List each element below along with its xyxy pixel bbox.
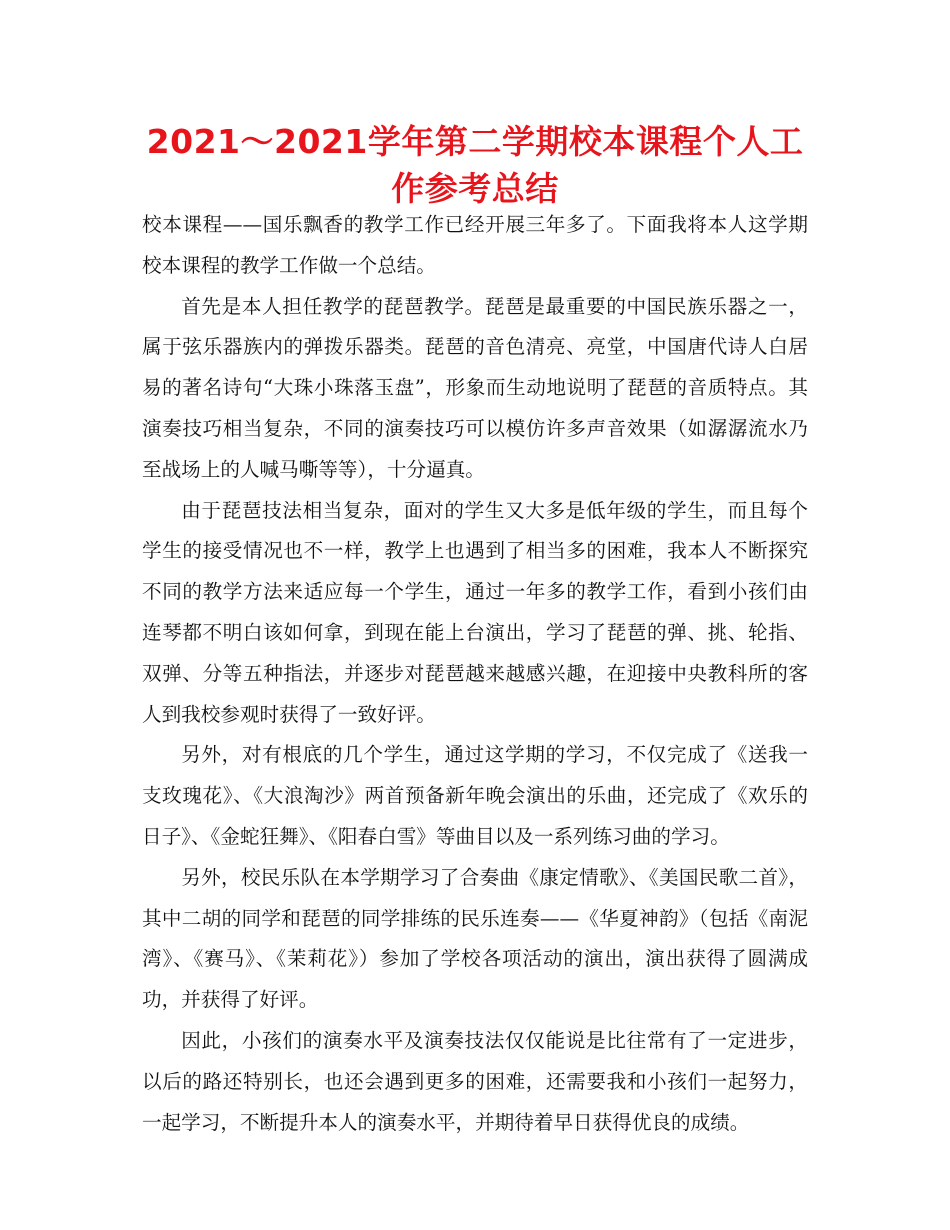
paragraph-teaching-difficulties: 由于琵琶技法相当复杂，面对的学生又大多是低年级的学生，而且每个学生的接受情况也不一样，教学上也遇到了相当多的困难，我本人不断探究不同的教学方法来适应每一个学生，通过一年多的教学工作，看到小孩们由连琴都不明白该如何拿，到现在能上台演出，学习了琵琶的弹、挑、轮指、双弹、分等五种指法，并逐步对琵琶越来越感兴趣，在迎接中央教科所的客人到我校参观时获得了一致好评。 — [142, 498, 808, 726]
paragraph-intro: 校本课程——国乐飘香的教学工作已经开展三年多了。下面我将本人这学期校本课程的教学工作做一个总结。 — [142, 213, 808, 277]
paragraph-conclusion: 因此，小孩们的演奏水平及演奏技法仅仅能说是比往常有了一定进步，以后的路还特别长，也还会遇到更多的困难，还需要我和小孩们一起努力，一起学习，不断提升本人的演奏水平，并期待着早日获得优良的成绩。 — [142, 1028, 808, 1134]
paragraph-advanced-students: 另外，对有根底的几个学生，通过这学期的学习，不仅完成了《送我一支玫瑰花》、《大浪淘沙》两首预备新年晚会演出的乐曲，还完成了《欢乐的日子》、《金蛇狂舞》、《阳春白雪》等曲目以及一系列练习曲的学习。 — [142, 743, 808, 848]
document-body — [142, 205, 808, 1143]
paragraph-pipa-intro: 首先是本人担任教学的琵琶教学。琵琶是最重要的中国民族乐器之一，属于弦乐器族内的弹拨乐器类。琵琶的音色清亮、亮堂，中国唐代诗人白居易的著名诗句“大珠小珠落玉盘”，形象而生动地说明了琵琶的音质特点。其演奏技巧相当复杂，不同的演奏技巧可以模仿许多声音效果（如潺潺流水乃至战场上的人喊马嘶等等），十分逼真。 — [142, 294, 808, 481]
document-title: 2021～2021学年第二学期校本课程个人工作参考总结 — [146, 122, 804, 208]
paragraph-orchestra: 另外，校民乐队在本学期学习了合奏曲《康定情歌》、《美国民歌二首》，其中二胡的同学和琵琶的同学排练的民乐连奏——《华夏神韵》（包括《南泥湾》、《赛马》、《茉莉花》）参加了学校各项活动的演出，演出获得了圆满成功，并获得了好评。 — [142, 865, 808, 1012]
